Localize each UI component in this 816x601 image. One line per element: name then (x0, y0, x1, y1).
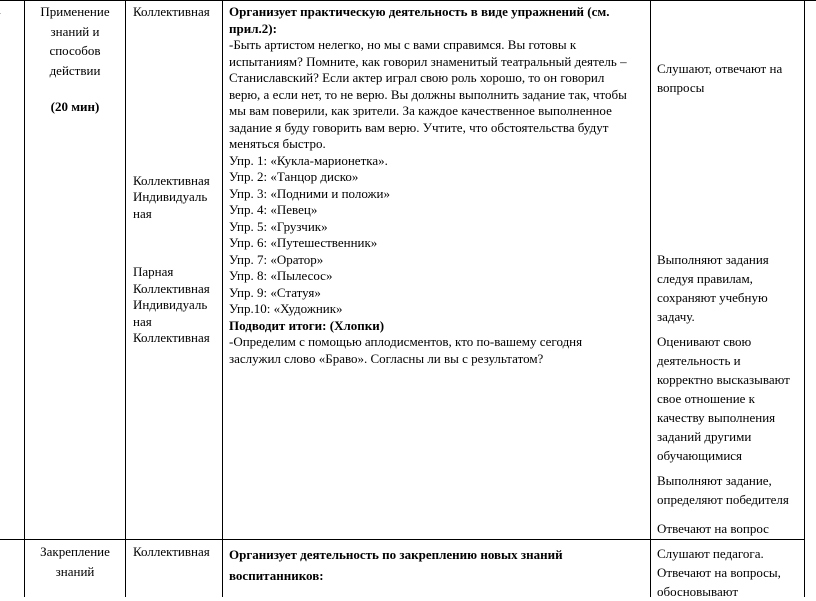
student-answer-line: свое отношение к (657, 391, 755, 406)
student-answer-line: Слушают, отвечают на (657, 61, 783, 76)
student-answer-line: задачу. (657, 309, 695, 324)
column-divider-2 (125, 0, 126, 597)
teacher-heading-line: воспитанников: (229, 568, 324, 583)
student-answer-line: следуя правилам, (657, 271, 753, 286)
exercise-item: Упр. 2: «Танцор диско» (229, 169, 359, 184)
column-divider-3 (222, 0, 223, 597)
work-form-label: Индивидуаль (133, 189, 208, 204)
stage-name-line: Закрепление (40, 544, 110, 559)
work-form-label: ная (133, 313, 152, 329)
student-answer-line: Отвечают на вопросы, (657, 565, 781, 580)
work-forms-cell (133, 4, 221, 347)
summary-line: заслужил слово «Браво». Согласны ли вы с результатом? (229, 350, 544, 366)
exercise-item: Упр. 7: «Оратор» (229, 251, 324, 267)
teacher-heading-line: Организует деятельность по закреплению новых знаний (229, 547, 563, 562)
teacher-speech-line: меняться быстро. (229, 136, 326, 151)
exercise-item: Упр. 3: «Подними и положи» (229, 185, 390, 201)
student-answer-line: корректно высказывают (657, 372, 790, 387)
student-answer-line: вопросы (657, 80, 705, 95)
student-answer-line: Выполняют задания (657, 252, 769, 267)
student-answer-line: качеству выполнения (657, 410, 776, 425)
student-answer-line: Слушают педагога. (657, 546, 764, 561)
teacher-speech-line: испытаниям? Помните, как говорил знаменитый театральный деятель – (229, 53, 627, 69)
stage-name-line: знаний (55, 563, 95, 579)
student-answer-line: деятельность и (657, 353, 741, 368)
stage-name-line: Применение (40, 4, 110, 19)
exercise-item: Упр. 6: «Путешественник» (229, 235, 378, 250)
row-number (0, 4, 6, 21)
stage-name-line: знаний и (50, 23, 100, 39)
work-form-label: ная (133, 205, 152, 221)
teacher-speech-line: мы вам поверили, как зрители. За каждое качественное выполненное (229, 103, 612, 118)
work-form-label: Коллективная (133, 172, 210, 188)
work-form-label: Коллективная (133, 330, 210, 345)
stage-time: (20 мин) (50, 99, 100, 114)
teacher-speech-line: Станиславский? Если актер играл свою роль хорошо, то он говорил (229, 70, 605, 85)
student-answer-line: Выполняют задание, (657, 473, 772, 488)
student-answer-line: определяют победителя (657, 492, 789, 507)
column-divider-4 (650, 0, 651, 597)
student-answer-line: сохраняют учебную (657, 290, 768, 305)
work-form-label: Парная (133, 264, 174, 279)
student-answer-line: Оценивают свою (657, 334, 752, 349)
teacher-speech-line: -Быть артистом нелегко, но мы с вами справимся. Вы готовы к (229, 37, 577, 52)
teacher-heading-line: прил.2): (229, 20, 277, 36)
row-number (0, 544, 6, 561)
student-answer-line: Отвечают на вопрос (657, 521, 769, 536)
student-activity-cell (657, 544, 803, 601)
exercise-item: Упр.10: «Художник» (229, 301, 343, 316)
exercise-item: Упр. 5: «Грузчик» (229, 218, 328, 234)
summary-line: -Определим с помощью аплодисментов, кто по-вашему сегодня (229, 334, 583, 349)
table-border-right (804, 0, 805, 597)
exercise-item: Упр. 8: «Пылесос» (229, 268, 333, 283)
exercise-item: Упр. 4: «Певец» (229, 202, 318, 217)
work-form-label: Коллективная (133, 4, 210, 19)
student-answer-line: обосновывают (657, 584, 738, 599)
student-activity-cell (657, 59, 803, 538)
work-form-label: Индивидуаль (133, 297, 208, 312)
exercise-item: Упр. 9: «Статуя» (229, 284, 321, 300)
stage-name-line: способов (49, 43, 101, 58)
teacher-speech-line: задание я буду говорить вам верю. Учтите, что обстоятельства будут (229, 119, 609, 135)
stage-name-line: действии (49, 62, 101, 78)
teacher-heading-line: Организует практическую деятельность в виде упражнений (см. (229, 4, 610, 19)
table-border-top (0, 0, 816, 1)
work-form-label: Коллективная (133, 544, 210, 559)
teacher-activity-cell (229, 4, 647, 367)
stage-name-cell (25, 4, 125, 116)
stage-name-cell (25, 544, 125, 580)
work-form-label: Коллективная (133, 280, 210, 296)
exercise-item: Упр. 1: «Кукла-марионетка». (229, 152, 388, 168)
summary-heading: Подводит итоги: (Хлопки) (229, 317, 385, 333)
teacher-activity-cell (229, 544, 647, 586)
row-divider (0, 539, 805, 540)
student-answer-line: заданий другими (657, 429, 752, 444)
student-answer-line: обучающимися (657, 448, 743, 463)
teacher-speech-line: верю, а если нет, то не верю. Вы должны выполнить задание так, чтобы (229, 86, 627, 102)
